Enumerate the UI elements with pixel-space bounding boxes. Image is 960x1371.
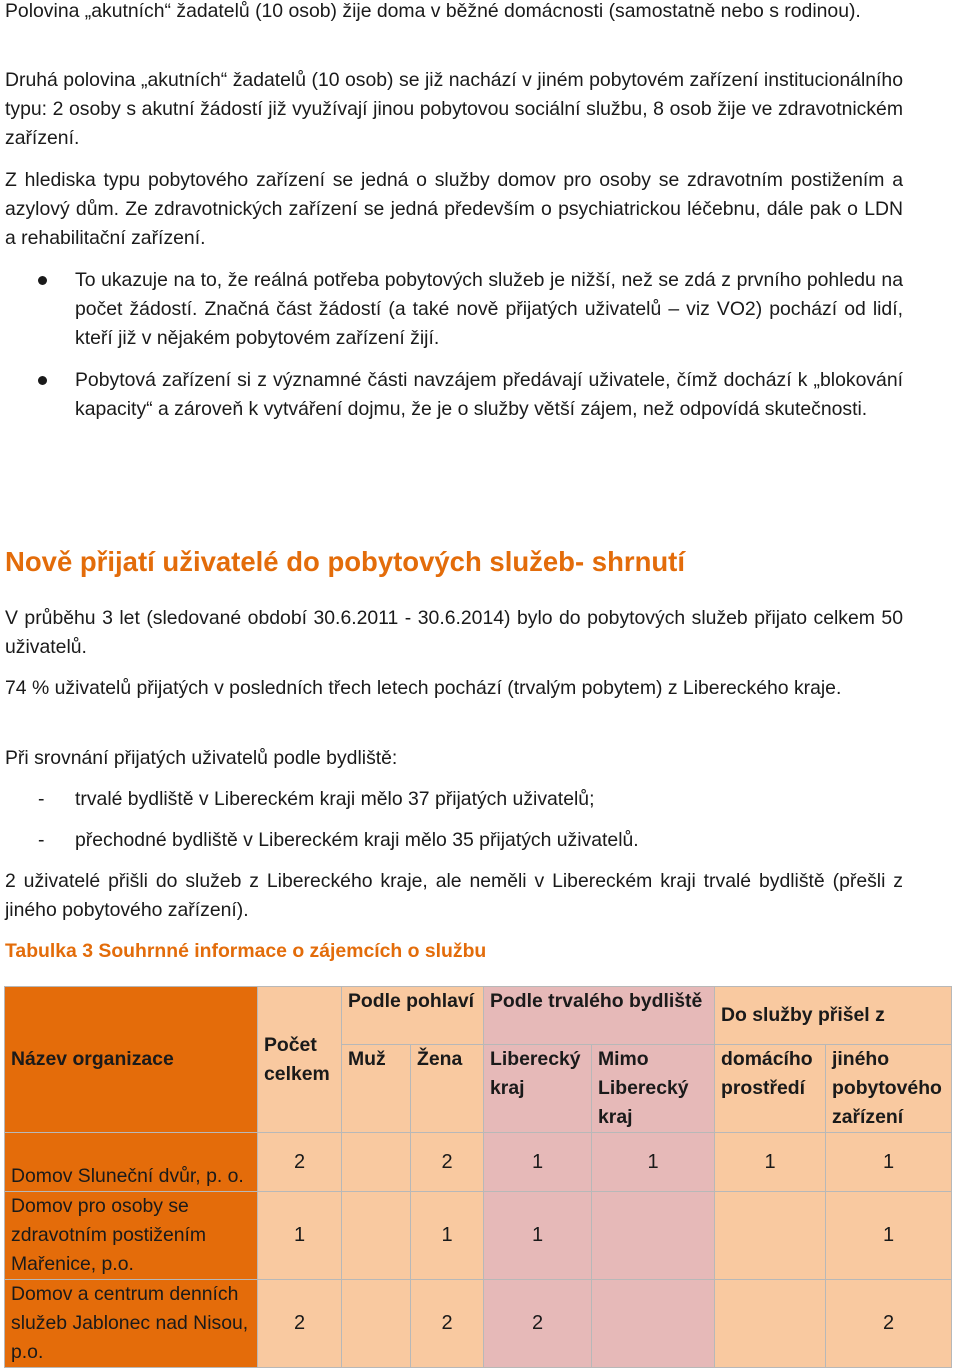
cell-male bbox=[342, 1133, 411, 1192]
cell-home: 1 bbox=[715, 1133, 826, 1192]
paragraph-1: Polovina „akutních“ žadatelů (10 osob) žije doma v běžné domácnosti (samostatně nebo s rodinou). bbox=[5, 0, 861, 22]
paragraph-4: V průběhu 3 let (sledované období 30.6.2011 - 30.6.2014) bylo do pobytových služeb přijato celkem 50 uživatelů. bbox=[5, 607, 903, 658]
cell-total: 2 bbox=[258, 1133, 342, 1192]
cell-outside: 1 bbox=[592, 1133, 715, 1192]
cell-outside bbox=[592, 1192, 715, 1280]
cell-other: 2 bbox=[826, 1280, 952, 1368]
cell-female: 2 bbox=[411, 1133, 484, 1192]
cell-liberec: 2 bbox=[484, 1280, 592, 1368]
header-other-facility: jiného pobytového zařízení bbox=[826, 1045, 952, 1133]
section-heading: Nově přijatí uživatelé do pobytových služeb- shrnutí bbox=[5, 546, 685, 577]
header-came-group: Do služby přišel z bbox=[715, 987, 952, 1045]
header-total: Počet celkem bbox=[258, 987, 342, 1133]
table-header-row bbox=[5, 987, 952, 1045]
header-gender-group: Podle pohlaví bbox=[342, 987, 484, 1045]
cell-female: 1 bbox=[411, 1192, 484, 1280]
cell-total: 2 bbox=[258, 1280, 342, 1368]
bullet-item-2: Pobytová zařízení si z významné části navzájem předávají uživatele, čímž dochází k „blokování kapacity“ a zároveň k vytváření dojmu, že je o služby větší zájem, než odpovídá skutečnosti. bbox=[75, 369, 903, 420]
cell-male bbox=[342, 1280, 411, 1368]
table-row bbox=[5, 1133, 952, 1192]
cell-liberec: 1 bbox=[484, 1192, 592, 1280]
cell-other: 1 bbox=[826, 1192, 952, 1280]
cell-male bbox=[342, 1192, 411, 1280]
cell-org: Domov a centrum denních služeb Jablonec nad Nisou, p.o. bbox=[5, 1280, 258, 1368]
dash-marker: - bbox=[38, 788, 45, 810]
cell-total: 1 bbox=[258, 1192, 342, 1280]
paragraph-5: 74 % uživatelů přijatých v posledních třech letech pochází (trvalým pobytem) z Libereckého kraje. bbox=[5, 677, 842, 699]
cell-org: Domov Sluneční dvůr, p. o. bbox=[5, 1133, 258, 1192]
cell-home bbox=[715, 1280, 826, 1368]
bullet-icon bbox=[38, 276, 47, 285]
cell-female: 2 bbox=[411, 1280, 484, 1368]
dash-marker: - bbox=[38, 829, 45, 851]
header-liberec: Liberecký kraj bbox=[484, 1045, 592, 1133]
dash-item-2: přechodné bydliště v Libereckém kraji mělo 35 přijatých uživatelů. bbox=[75, 829, 639, 851]
paragraph-3: Z hlediska typu pobytového zařízení se jedná o služby domov pro osoby se zdravotním postižením a azylový dům. Ze zdravotnických zařízení se jedná především o psychiatrickou léčebnu, dále pak o LDN a rehabilitační zařízení. bbox=[5, 169, 903, 249]
dash-item-1: trvalé bydliště v Libereckém kraji mělo 37 přijatých uživatelů; bbox=[75, 788, 595, 810]
table-row bbox=[5, 1280, 952, 1368]
paragraph-2: Druhá polovina „akutních“ žadatelů (10 osob) se již nachází v jiném pobytovém zařízení institucionálního typu: 2 osoby s akutní žádostí již využívají jinou pobytovou sociální službu, 8 osob žije ve zdravotnickém zařízení. bbox=[5, 69, 903, 149]
header-org: Název organizace bbox=[5, 987, 258, 1133]
bullet-icon bbox=[38, 376, 47, 385]
paragraph-7: 2 uživatelé přišli do služeb z Libereckého kraje, ale neměli v Libereckém kraji trvalé bydliště (přešli z jiného pobytového zařízení). bbox=[5, 870, 903, 921]
summary-table bbox=[4, 986, 952, 1368]
paragraph-6: Při srovnání přijatých uživatelů podle bydliště: bbox=[5, 747, 398, 769]
table-row bbox=[5, 1192, 952, 1280]
cell-other: 1 bbox=[826, 1133, 952, 1192]
header-male: Muž bbox=[342, 1045, 411, 1133]
header-female: Žena bbox=[411, 1045, 484, 1133]
cell-liberec: 1 bbox=[484, 1133, 592, 1192]
header-residence-group: Podle trvalého bydliště bbox=[484, 987, 715, 1045]
header-outside: Mimo Liberecký kraj bbox=[592, 1045, 715, 1133]
cell-home bbox=[715, 1192, 826, 1280]
header-home: domácího prostředí bbox=[715, 1045, 826, 1133]
cell-outside bbox=[592, 1280, 715, 1368]
cell-org: Domov pro osoby se zdravotním postižením Mařenice, p.o. bbox=[5, 1192, 258, 1280]
bullet-item-1: To ukazuje na to, že reálná potřeba pobytových služeb je nižší, než se zdá z prvního pohledu na počet žádostí. Značná část žádostí (a také nově přijatých uživatelů – viz VO2) pochází od lidí, kteří již v nějakém pobytovém zařízení žijí. bbox=[75, 269, 903, 349]
table-caption: Tabulka 3 Souhrnné informace o zájemcích o službu bbox=[5, 940, 487, 962]
